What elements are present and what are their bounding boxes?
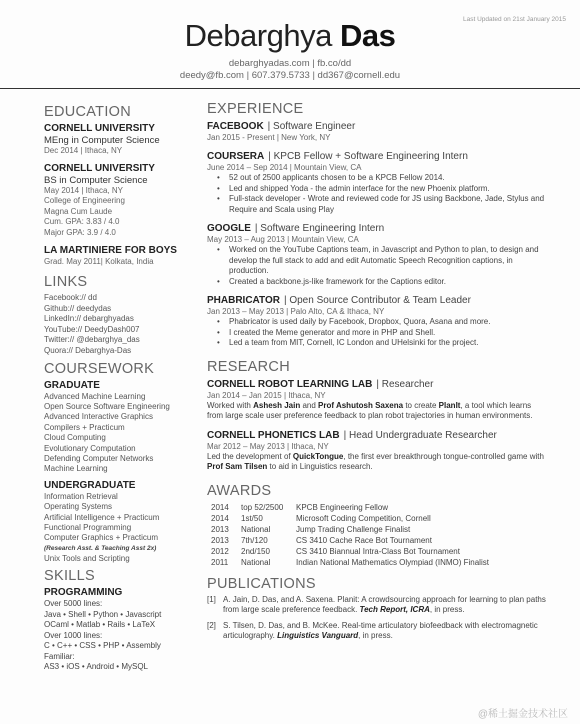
school-name: CORNELL UNIVERSITY	[44, 163, 155, 174]
skill-line: Over 5000 lines:	[44, 599, 103, 609]
research-role: | Researcher	[376, 378, 434, 390]
header-divider	[0, 88, 580, 89]
job-bullets	[217, 173, 547, 215]
link-facebook[interactable]: Facebook:// dd	[44, 293, 97, 302]
award-rank: top 52/2500	[241, 502, 284, 512]
degree: BS in Computer Science	[44, 175, 148, 186]
contact-info	[0, 58, 580, 82]
award-name: CS 3410 Cache Race Bot Tournament	[296, 535, 432, 545]
undergraduate-heading: UNDERGRADUATE	[44, 479, 136, 491]
job-role: | Software Engineer	[267, 121, 356, 132]
job-entry	[207, 222, 547, 287]
research-description	[207, 401, 547, 422]
skills-title: SKILLS	[44, 568, 95, 585]
job-bullets	[217, 317, 547, 349]
course-item: Defending Computer Networks	[44, 454, 154, 463]
research-meta: Jan 2014 – Jan 2015 | Ithaca, NY	[207, 390, 326, 400]
award-name: Jump Trading Challenge Finalist	[296, 524, 411, 534]
desc-highlight: PlanIt	[438, 400, 461, 410]
desc-text: , the first ever breakthrough tongue-controlled game with	[343, 451, 544, 461]
last-name: Das	[339, 18, 396, 53]
award-row	[211, 524, 547, 535]
desc-highlight: Prof Ashutosh Saxena	[318, 400, 404, 410]
job-heading	[207, 150, 547, 163]
job-bullet: • Created a backbone.js-like framework for the Captions editor.	[217, 277, 547, 288]
desc-text: , a tool which learns from large scale user preference feedback to plan robot trajectories in human environments.	[207, 400, 533, 420]
graduate-heading: GRADUATE	[44, 379, 100, 391]
job-bullet: • Led and shipped Yoda - the admin interface for the new Phoenix platform.	[217, 184, 547, 195]
award-row	[211, 546, 547, 557]
job-bullets	[217, 245, 547, 287]
job-meta: June 2014 – Sep 2014 | Mountain View, CA	[207, 163, 362, 172]
coursework-title: COURSEWORK	[44, 360, 155, 377]
job-heading	[207, 222, 547, 235]
job-meta: Jan 2013 – May 2013 | Palo Alto, CA & Ithaca, NY	[207, 307, 385, 316]
course-item: Unix Tools and Scripting	[44, 553, 130, 563]
award-rank: National	[241, 524, 271, 534]
link-github[interactable]: Github:// deedydas	[44, 303, 112, 313]
watermark: @稀土掘金技术社区	[477, 709, 568, 720]
lab-name: CORNELL ROBOT LEARNING LAB	[207, 378, 373, 390]
undergraduate-courses	[44, 492, 194, 564]
publications-title: PUBLICATIONS	[207, 575, 316, 592]
desc-highlight: QuickTongue	[292, 451, 344, 461]
desc-highlight: Prof Sam Tilsen	[207, 462, 268, 471]
job-entry	[207, 120, 547, 143]
education-title: EDUCATION	[44, 104, 132, 120]
award-rank: 7th/120	[241, 535, 268, 545]
research-description	[207, 452, 547, 473]
experience-title: EXPERIENCE	[207, 101, 304, 117]
award-year: 2014	[211, 513, 229, 523]
awards-title: AWARDS	[207, 482, 272, 499]
pub-text: S. Tilsen, D. Das, and B. McKee. Real-time articulatory biofeedback with electromagnetic articulography.	[223, 620, 538, 640]
skill-line: AS3 • iOS • Android • MySQL	[44, 662, 148, 672]
skills-list	[44, 599, 194, 673]
skill-line: C • C++ • CSS • PHP • Assembly	[44, 641, 161, 651]
awards-table	[211, 502, 547, 568]
course-item: Artificial Intelligence + Practicum	[44, 512, 160, 522]
publications-list	[207, 595, 547, 642]
job-meta: May 2013 – Aug 2013 | Mountain View, CA	[207, 235, 359, 244]
course-item: Machine Learning	[44, 464, 108, 474]
award-year: 2013	[211, 535, 229, 545]
skill-line: Over 1000 lines:	[44, 630, 103, 640]
education-detail: Magna Cum Laude	[44, 206, 113, 216]
education-entry	[44, 123, 194, 156]
pub-text: A. Jain, D. Das, and A. Saxena. Planit: A crowdsourcing approach for learning to plan paths from large scale preference feedback.	[223, 594, 546, 614]
desc-text: Worked with	[207, 400, 254, 410]
job-role: | Software Engineering Intern	[254, 223, 385, 234]
desc-text: and	[300, 400, 319, 410]
job-entry	[207, 294, 547, 349]
first-name: Debarghya	[184, 18, 332, 53]
pub-venue: Tech Report, ICRA	[359, 605, 430, 614]
company-name: COURSERA	[207, 151, 265, 162]
link-twitter[interactable]: Twitter:// @debarghya_das	[44, 335, 140, 345]
research-entry	[207, 378, 547, 422]
publication-item	[207, 595, 547, 616]
school-name: CORNELL UNIVERSITY	[44, 123, 155, 134]
company-name: PHABRICATOR	[207, 295, 280, 306]
award-year: 2014	[211, 502, 229, 512]
course-item: Operating Systems	[44, 502, 113, 512]
job-bullet: • Phabricator is used daily by Facebook, Dropbox, Quora, Asana and more.	[217, 317, 547, 328]
desc-highlight: Ashesh Jain	[253, 400, 301, 410]
pub-venue: Linguistics Vanguard	[277, 631, 359, 640]
award-name: Microsoft Coding Competition, Cornell	[296, 513, 431, 523]
education-entry	[44, 163, 194, 238]
contact-line-1: debarghyadas.com | fb.co/dd	[228, 58, 352, 69]
job-bullet: • Led a team from MIT, Cornell, IC London and UHelsinki for the project.	[217, 338, 547, 349]
desc-text: to aid in Linguistics research.	[267, 462, 373, 471]
skill-line: OCaml • Matlab • Rails • LaTeX	[44, 620, 156, 630]
links-title: LINKS	[44, 274, 88, 290]
award-name: Indian National Mathematics Olympiad (INMO) Finalist	[296, 557, 489, 567]
award-name: CS 3410 Biannual Intra-Class Bot Tournament	[296, 546, 460, 556]
lab-name: CORNELL PHONETICS LAB	[207, 429, 340, 441]
job-bullet: • 52 out of 2500 applicants chosen to be a KPCB Fellow 2014.	[217, 173, 547, 184]
course-item: Computer Graphics + Practicum	[44, 533, 159, 543]
research-role: | Head Undergraduate Researcher	[343, 429, 497, 441]
left-column	[44, 101, 194, 673]
award-name: KPCB Engineering Fellow	[296, 502, 389, 512]
job-role: | Open Source Contributor & Team Leader	[283, 295, 471, 306]
education-detail: College of Engineering	[44, 196, 125, 205]
award-row	[211, 513, 547, 524]
research-heading	[207, 429, 547, 442]
resume-name	[0, 18, 580, 54]
contact-line-2: deedy@fb.com | 607.379.5733 | dd367@cornell.edu	[179, 70, 401, 81]
award-rank: 1st/50	[241, 513, 263, 523]
course-item: Cloud Computing	[44, 433, 106, 443]
job-role: | KPCB Fellow + Software Engineering Intern	[268, 151, 468, 162]
company-name: FACEBOOK	[207, 121, 264, 132]
award-row	[211, 535, 547, 546]
course-item: Open Source Software Engineering	[44, 401, 170, 411]
last-updated: Last Updated on 21st January 2015	[463, 16, 566, 23]
education-detail: Cum. GPA: 3.83 / 4.0	[44, 217, 120, 226]
right-column	[207, 101, 547, 647]
link-quora[interactable]: Quora:// Debarghya-Das	[44, 345, 132, 355]
job-entry	[207, 150, 547, 215]
course-item: Advanced Machine Learning	[44, 391, 146, 401]
award-year: 2011	[211, 557, 229, 567]
graduate-courses	[44, 392, 194, 475]
job-bullet: • Worked on the YouTube Captions team, in Javascript and Python to plan, to design and develop the full stack to add and edit Automatic Speech Recognition captions, in production.	[217, 245, 547, 277]
award-year: 2013	[211, 524, 229, 534]
course-item: Information Retrieval	[44, 491, 118, 501]
desc-text: Led the development of	[207, 451, 293, 461]
links-list	[44, 293, 194, 357]
pub-citation	[223, 595, 547, 616]
course-note: (Research Asst. & Teaching Asst 2x)	[44, 544, 157, 552]
publication-item	[207, 621, 547, 642]
school-name: LA MARTINIERE FOR BOYS	[44, 245, 177, 256]
job-bullet: • I created the Meme generator and more in PHP and Shell.	[217, 328, 547, 339]
education-meta: May 2014 | Ithaca, NY	[44, 186, 124, 195]
skill-line: Java • Shell • Python • Javascript	[44, 609, 162, 619]
pub-tail: , in press.	[429, 605, 465, 614]
award-rank: National	[241, 557, 271, 567]
research-title: RESEARCH	[207, 358, 290, 375]
job-bullet: • Full-stack developer - Wrote and reviewed code for JS using Backbone, Jade, Stylus and Require and Scala using Play	[217, 194, 547, 215]
company-name: GOOGLE	[207, 223, 251, 234]
job-meta: Jan 2015 - Present | New York, NY	[207, 133, 331, 142]
research-meta: Mar 2012 – May 2013 | Ithaca, NY	[207, 441, 329, 451]
research-entry	[207, 429, 547, 473]
education-detail: Major GPA: 3.9 / 4.0	[44, 227, 116, 237]
programming-heading: PROGRAMMING	[44, 587, 123, 599]
education-meta: Dec 2014 | Ithaca, NY	[44, 146, 123, 155]
course-item: Evolutionary Computation	[44, 443, 136, 453]
award-row	[211, 557, 547, 568]
education-entry	[44, 245, 194, 267]
award-year: 2012	[211, 546, 229, 556]
course-item: Compilers + Practicum	[44, 422, 125, 432]
degree: MEng in Computer Science	[44, 135, 160, 146]
pub-citation	[223, 621, 547, 642]
education-meta: Grad. May 2011| Kolkata, India	[44, 257, 154, 266]
pub-number: [2]	[207, 620, 216, 630]
pub-tail: , in press.	[358, 631, 393, 640]
job-heading	[207, 294, 547, 307]
research-heading	[207, 378, 547, 391]
skill-line: Familiar:	[44, 651, 75, 661]
course-item: Functional Programming	[44, 523, 132, 533]
link-linkedin[interactable]: LinkedIn:// debarghyadas	[44, 314, 134, 324]
pub-number: [1]	[207, 594, 216, 604]
desc-text: to create	[403, 400, 439, 410]
link-youtube[interactable]: YouTube:// DeedyDash007	[44, 324, 140, 334]
award-rank: 2nd/150	[241, 546, 270, 556]
job-heading	[207, 120, 547, 133]
course-item: Advanced Interactive Graphics	[44, 412, 153, 422]
award-row	[211, 502, 547, 513]
